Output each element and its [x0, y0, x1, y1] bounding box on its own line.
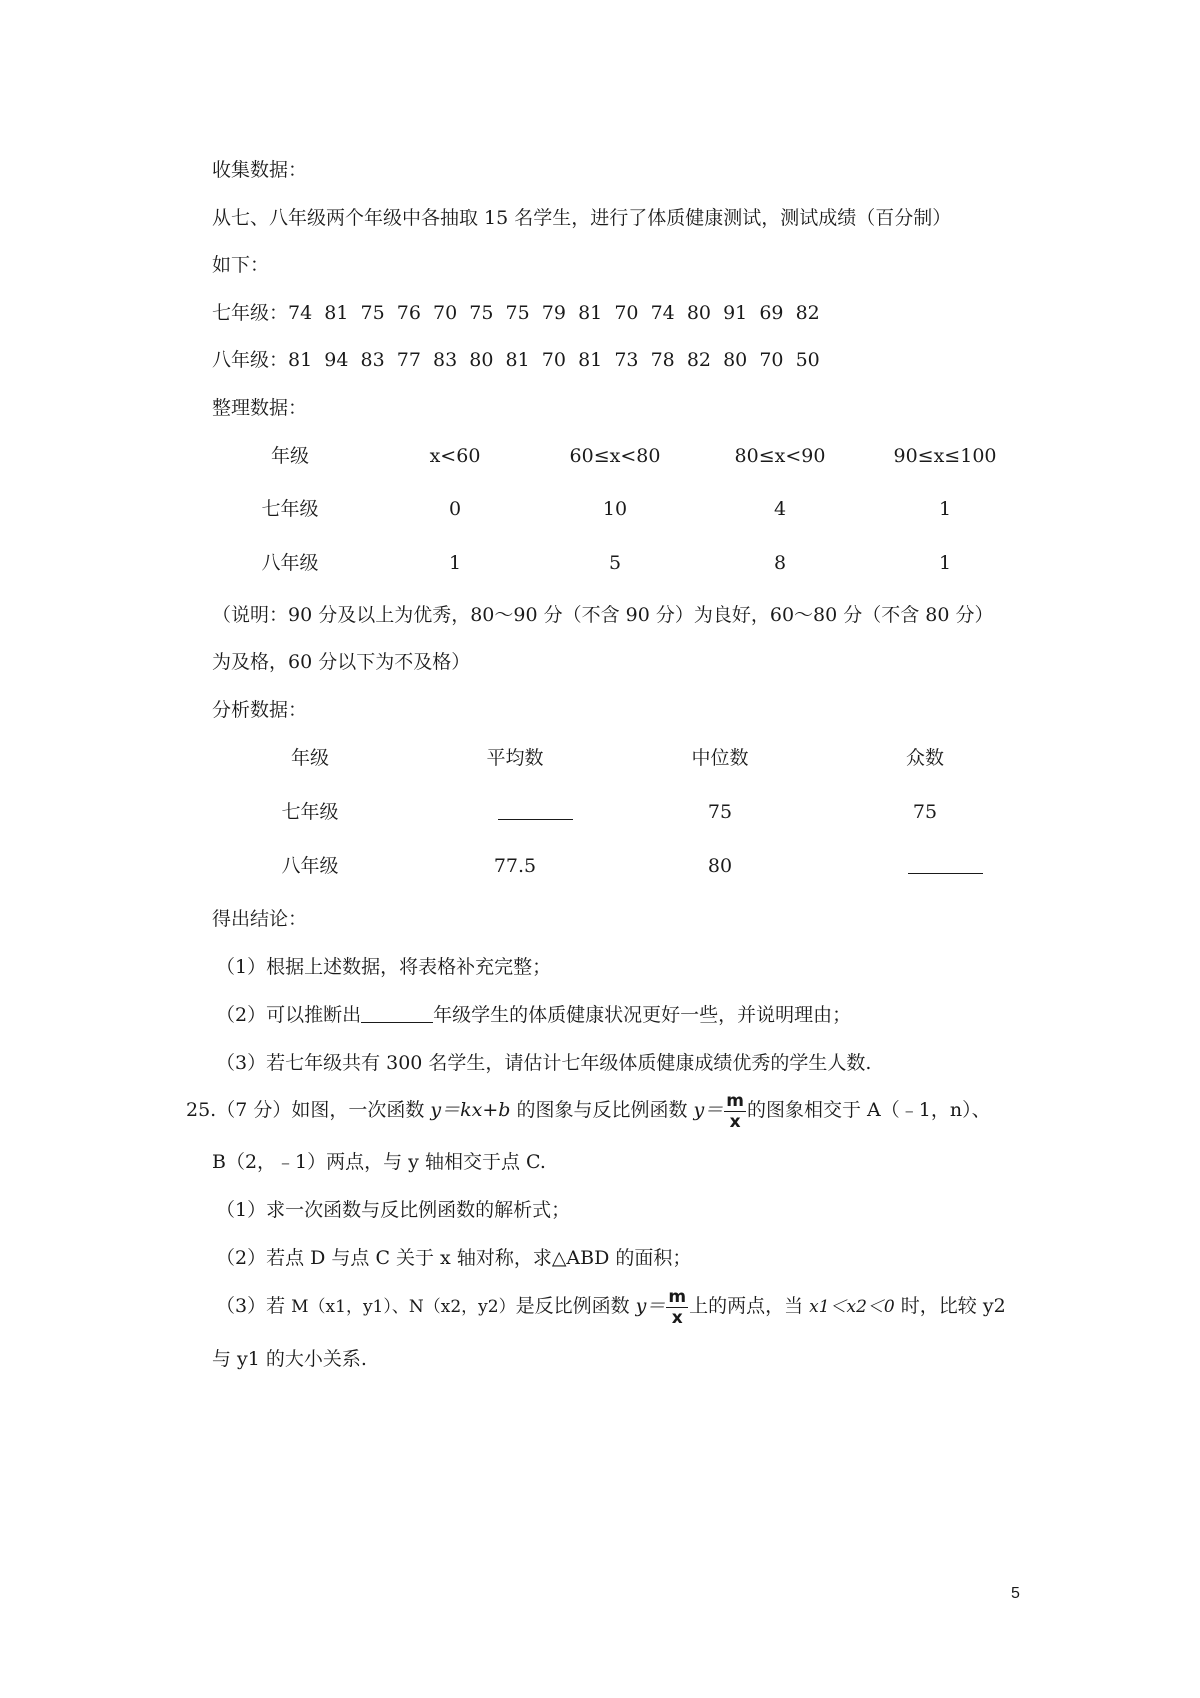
freq-row2-grade: 八年级	[261, 552, 319, 574]
problem25-line1	[186, 1086, 991, 1134]
freq-header-grade: 年级	[270, 445, 309, 467]
problem25-number: 25.	[186, 1099, 217, 1121]
grade7-prefix: 七年级：	[212, 302, 289, 324]
grade7-scores-line	[212, 301, 820, 325]
organize-note-line2: 为及格，60 分以下为不及格）	[212, 651, 471, 673]
stats-header-mode: 众数	[905, 747, 944, 769]
freq-row1-c4: 1	[938, 498, 952, 520]
answer-blank	[908, 855, 983, 874]
problem25-text1: 的图象与反比例函数	[510, 1099, 694, 1121]
q3-end: 时，比较 y2	[894, 1295, 1006, 1317]
freq-row2-c1: 1	[448, 552, 462, 574]
problem25-q3-last: 与 y1 的大小关系.	[212, 1348, 367, 1370]
q3-y-eq: y＝	[635, 1295, 666, 1317]
stats-row2-mean: 77.5	[493, 855, 537, 877]
freq-row1-c1: 0	[448, 498, 462, 520]
fraction-denominator: x	[671, 1307, 683, 1328]
fraction-m-over-x	[724, 1091, 746, 1132]
organize-heading: 整理数据：	[212, 397, 308, 419]
freq-header-range4: 90≤x≤100	[893, 445, 997, 467]
conclusion-q3: （3）若七年级共有 300 名学生，请估计七年级体质健康成绩优秀的学生人数.	[216, 1052, 872, 1074]
problem25-q2: （2）若点 D 与点 C 关于 x 轴对称，求△ABD 的面积；	[216, 1247, 692, 1269]
conclusion-q2-start: （2）可以推断出	[216, 1004, 362, 1026]
collect-intro-line1: 从七、八年级两个年级中各抽取 15 名学生，进行了体质健康测试，测试成绩（百分制）	[212, 207, 952, 229]
problem25-text2: 的图象相交于	[746, 1099, 868, 1121]
stats-row1-median: 75	[707, 801, 733, 823]
q3-start: （3）若	[216, 1295, 292, 1317]
collect-intro-line2: 如下：	[212, 254, 270, 276]
q3-points: M（x1，y1）、N（x2，y2）	[291, 1297, 516, 1317]
freq-header-range2: 60≤x<80	[569, 445, 661, 467]
conclusion-q1: （1）根据上述数据，将表格补充完整；	[216, 956, 552, 978]
fraction-m-over-x-2	[666, 1287, 688, 1328]
q3-condition: x1＜x2＜0	[809, 1297, 895, 1317]
fraction-numerator: m	[668, 1286, 687, 1307]
freq-header-range3: 80≤x<90	[734, 445, 826, 467]
stats-row2-mode-blank	[885, 854, 1005, 878]
q3-mid: 是反比例函数	[515, 1295, 636, 1317]
analyze-heading: 分析数据：	[212, 699, 308, 721]
page-number: 5	[1011, 1585, 1020, 1602]
stats-row2-grade: 八年级	[281, 855, 339, 877]
grade8-scores-line	[212, 348, 820, 372]
stats-row1-mode: 75	[912, 801, 938, 823]
freq-header-range1: x<60	[429, 445, 481, 467]
grade7-scores: 74 81 75 76 70 75 75 79 81 70 74 80 91 69 82	[288, 302, 820, 324]
freq-row2-c2: 5	[608, 552, 622, 574]
answer-blank	[361, 1004, 433, 1023]
collect-heading: 收集数据：	[212, 159, 308, 181]
stats-header-grade: 年级	[290, 747, 329, 769]
fraction-numerator: m	[726, 1090, 744, 1111]
grade8-scores: 81 94 83 77 83 80 81 70 81 73 78 82 80 70 50	[288, 349, 820, 371]
freq-row1-c2: 10	[602, 498, 628, 520]
conclusion-q2	[216, 1003, 851, 1027]
stats-header-mean: 平均数	[486, 747, 544, 769]
linear-function: y＝kx+b	[430, 1099, 511, 1121]
inverse-y-eq: y＝	[693, 1099, 724, 1121]
q3-mid2: 上的两点，当	[689, 1295, 810, 1317]
conclusion-q2-end: 年级学生的体质健康状况更好一些，并说明理由；	[433, 1004, 852, 1026]
problem25-q1: （1）求一次函数与反比例函数的解析式；	[216, 1199, 571, 1221]
stats-header-median: 中位数	[691, 747, 749, 769]
organize-note-line1: （说明：90 分及以上为优秀，80～90 分（不含 90 分）为良好，60～80 分（不含 80 分）	[212, 604, 994, 626]
point-a: A（﹣1，n）、	[867, 1099, 991, 1121]
problem25-intro: （7 分）如图，一次函数	[216, 1099, 431, 1121]
freq-row1-grade: 七年级	[261, 498, 319, 520]
freq-row2-c3: 8	[773, 552, 787, 574]
fraction-denominator: x	[729, 1111, 741, 1132]
answer-blank	[498, 801, 573, 820]
freq-row2-c4: 1	[938, 552, 952, 574]
problem25-line2: B（2，﹣1）两点，与 y 轴相交于点 C.	[212, 1151, 546, 1173]
freq-row1-c3: 4	[773, 498, 787, 520]
stats-row2-median: 80	[707, 855, 733, 877]
stats-row1-mean-blank	[480, 800, 590, 824]
problem25-q3	[216, 1282, 1006, 1331]
stats-row1-grade: 七年级	[281, 801, 339, 823]
conclusion-heading: 得出结论：	[212, 908, 308, 930]
grade8-prefix: 八年级：	[212, 349, 289, 371]
